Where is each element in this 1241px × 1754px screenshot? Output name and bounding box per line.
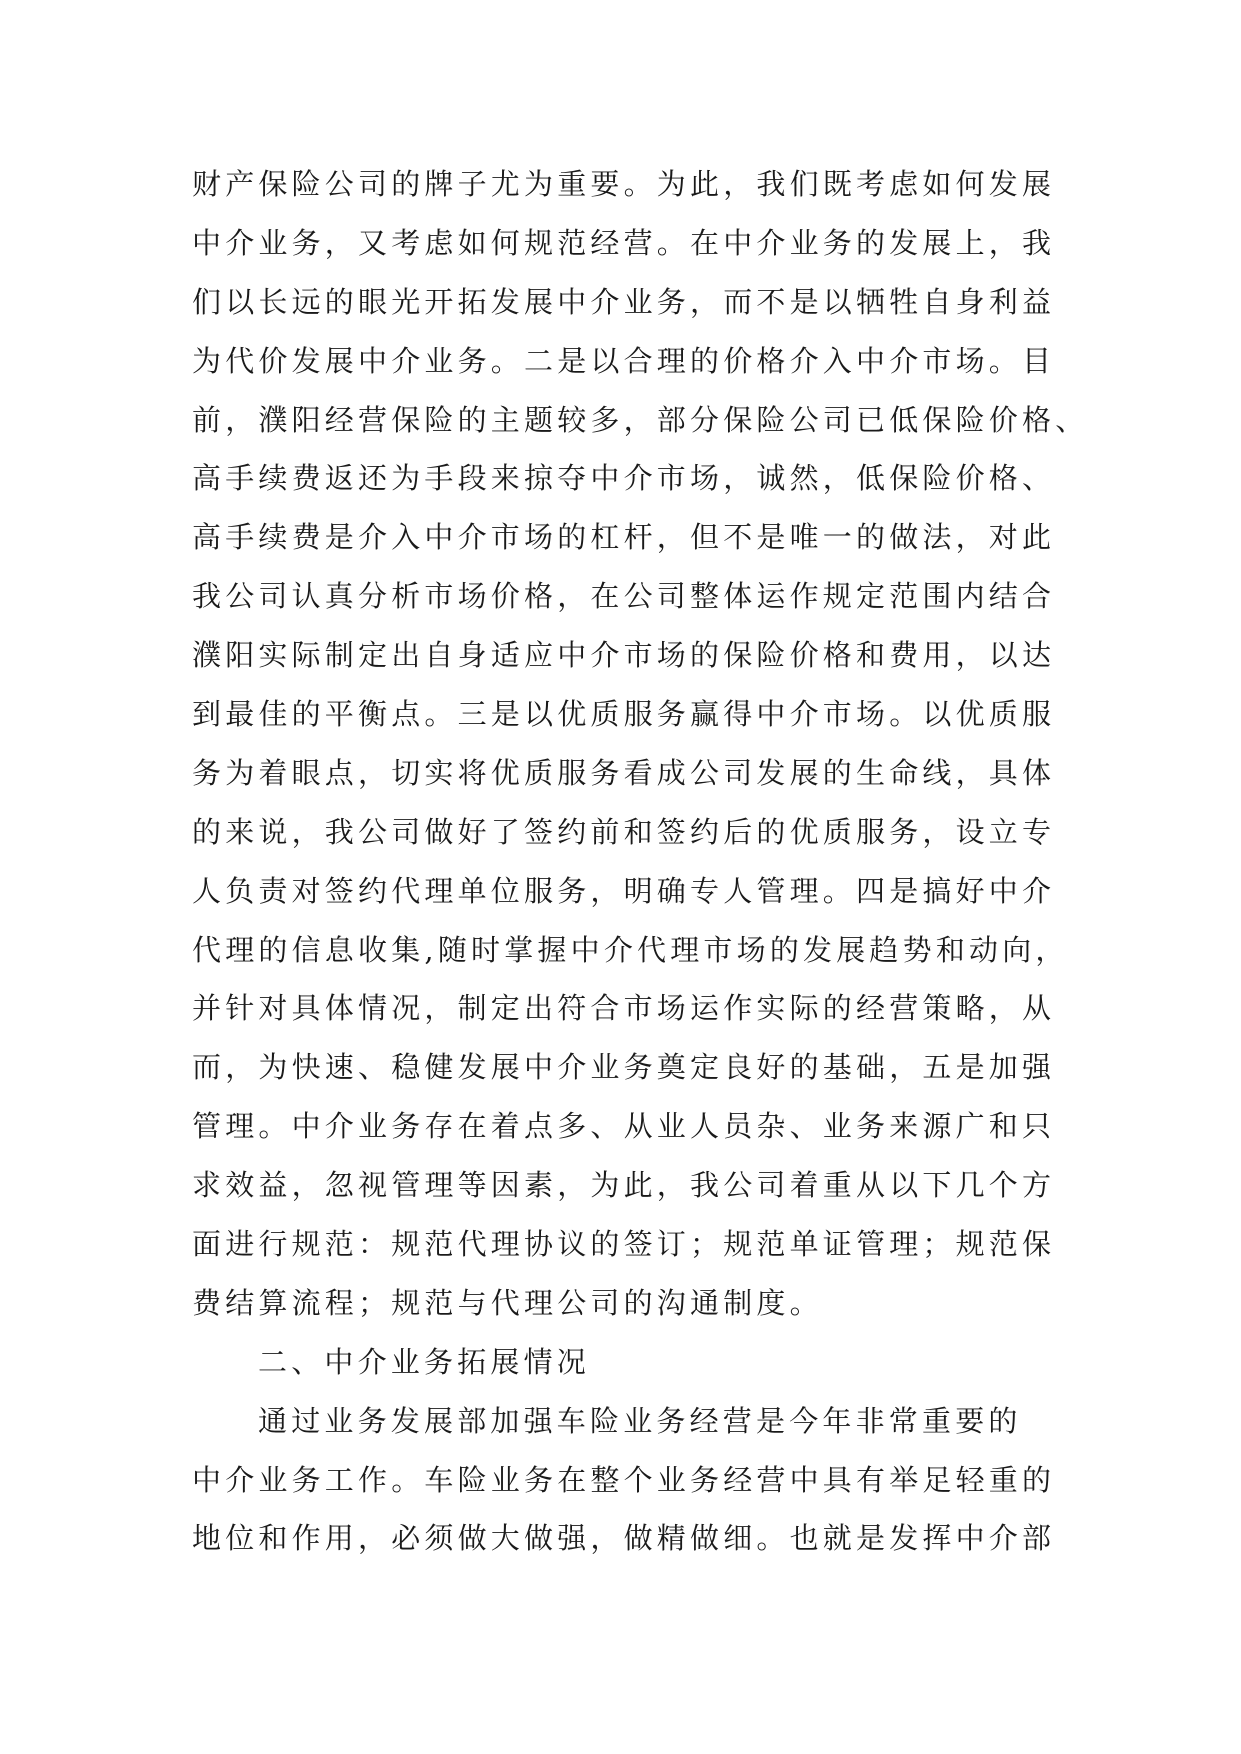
text-line: 代理的信息收集,随时掌握中介代理市场的发展趋势和动向， <box>192 932 1069 967</box>
text-line: 费结算流程；规范与代理公司的沟通制度。 <box>192 1285 823 1320</box>
text-line: 面进行规范：规范代理协议的签订；规范单证管理；规范保 <box>192 1227 1056 1262</box>
text-line: 为代价发展中介业务。二是以合理的价格介入中介市场。目 <box>192 343 1056 378</box>
text-line: 人负责对签约代理单位服务，明确专人管理。四是搞好中介 <box>192 873 1056 908</box>
text-line: 地位和作用，必须做大做强，做精做细。也就是发挥中介部 <box>192 1521 1056 1556</box>
text-line: 的来说，我公司做好了签约前和签约后的优质服务，设立专 <box>192 814 1056 849</box>
text-line: 中介业务，又考虑如何规范经营。在中介业务的发展上，我 <box>192 225 1056 260</box>
text-line: 濮阳实际制定出自身适应中介市场的保险价格和费用，以达 <box>192 638 1056 673</box>
section-heading: 二、中介业务拓展情况 <box>258 1344 591 1379</box>
text-line: 前，濮阳经营保险的主题较多，部分保险公司已低保险价格、 <box>192 402 1089 437</box>
text-line: 们以长远的眼光开拓发展中介业务，而不是以牺牲自身利益 <box>192 284 1056 319</box>
text-line: 财产保险公司的牌子尤为重要。为此，我们既考虑如何发展 <box>192 167 1056 201</box>
text-line: 求效益，忽视管理等因素，为此，我公司着重从以下几个方 <box>192 1168 1056 1203</box>
text-line: 管理。中介业务存在着点多、从业人员杂、业务来源广和只 <box>192 1109 1056 1144</box>
text-line: 高手续费返还为手段来掠夺中介市场，诚然，低保险价格、 <box>192 461 1056 496</box>
text-line: 并针对具体情况，制定出符合市场运作实际的经营策略，从 <box>192 991 1056 1026</box>
text-line: 中介业务工作。车险业务在整个业务经营中具有举足轻重的 <box>192 1462 1056 1497</box>
text-line: 到最佳的平衡点。三是以优质服务赢得中介市场。以优质服 <box>192 697 1056 732</box>
text-line: 务为着眼点，切实将优质服务看成公司发展的生命线，具体 <box>192 755 1056 790</box>
text-line: 而，为快速、稳健发展中介业务奠定良好的基础，五是加强 <box>192 1050 1056 1085</box>
paragraph-start-line: 通过业务发展部加强车险业务经营是今年非常重要的 <box>258 1403 1022 1438</box>
body-text <box>192 155 1089 1568</box>
text-line: 我公司认真分析市场价格，在公司整体运作规定范围内结合 <box>192 579 1056 614</box>
text-line: 高手续费是介入中介市场的杠杆，但不是唯一的做法，对此 <box>192 520 1056 555</box>
